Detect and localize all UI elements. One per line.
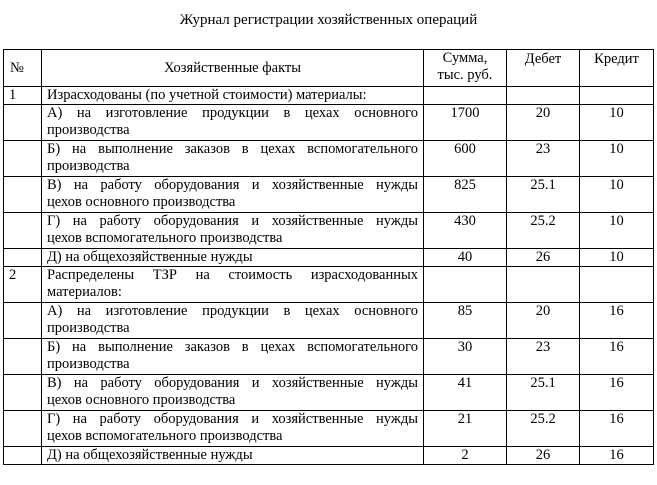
- row-debet: 26: [507, 249, 580, 267]
- row-fact-line1: В) на работу оборудования и хозяйственные нужды: [47, 177, 418, 193]
- row-kredit: 10: [580, 213, 654, 249]
- row-fact: [42, 141, 424, 177]
- row-number: [4, 213, 42, 249]
- row-fact-line2: материалов:: [47, 284, 122, 300]
- row-sum: 40: [424, 249, 507, 267]
- row-number: 1: [4, 87, 42, 105]
- row-sum: [424, 267, 507, 303]
- row-sum: 21: [424, 411, 507, 447]
- row-sum: 41: [424, 375, 507, 411]
- row-kredit: 16: [580, 411, 654, 447]
- row-debet: [507, 267, 580, 303]
- row-debet: 25.2: [507, 411, 580, 447]
- table-row: [4, 339, 654, 375]
- row-fact: [42, 105, 424, 141]
- row-number: 2: [4, 267, 42, 303]
- header-facts: Хозяйственные факты: [42, 50, 424, 87]
- header-debet: Дебет: [507, 50, 580, 87]
- row-fact-line2: цехов основного производства: [47, 392, 236, 408]
- row-kredit: 16: [580, 339, 654, 375]
- operations-journal-table: [3, 49, 654, 465]
- row-number: [4, 177, 42, 213]
- row-fact-line1: Б) на выполнение заказов в цехах вспомогательного: [47, 141, 418, 157]
- row-fact: [42, 249, 424, 267]
- row-number: [4, 375, 42, 411]
- row-number: [4, 411, 42, 447]
- row-kredit: [580, 267, 654, 303]
- row-fact-line1: Б) на выполнение заказов в цехах вспомогательного: [47, 339, 418, 355]
- table-row: [4, 213, 654, 249]
- row-fact-line1: Д) на общехозяйственные нужды: [47, 249, 253, 265]
- table-row: [4, 303, 654, 339]
- row-fact-line1: А) на изготовление продукции в цехах основного: [47, 105, 418, 121]
- row-kredit: 10: [580, 141, 654, 177]
- header-number: №: [4, 50, 42, 87]
- row-debet: 20: [507, 105, 580, 141]
- row-number: [4, 447, 42, 465]
- row-fact: [42, 213, 424, 249]
- row-number: [4, 339, 42, 375]
- row-debet: 25.1: [507, 177, 580, 213]
- row-fact-line1: Г) на работу оборудования и хозяйственные нужды: [47, 411, 418, 427]
- row-fact: [42, 375, 424, 411]
- row-fact-line2: производства: [47, 122, 130, 138]
- row-kredit: 16: [580, 375, 654, 411]
- row-number: [4, 105, 42, 141]
- row-fact-line1: Д) на общехозяйственные нужды: [47, 447, 253, 463]
- row-fact: [42, 87, 424, 105]
- header-sum-line2: тыс. руб.: [437, 67, 493, 83]
- header-kredit: Кредит: [580, 50, 654, 87]
- row-debet: 25.2: [507, 213, 580, 249]
- row-kredit: 10: [580, 105, 654, 141]
- row-kredit: 16: [580, 303, 654, 339]
- header-sum: [424, 50, 507, 87]
- row-fact-line2: цехов вспомогательного производства: [47, 428, 283, 444]
- row-fact: [42, 303, 424, 339]
- row-sum: 85: [424, 303, 507, 339]
- row-sum: 600: [424, 141, 507, 177]
- row-fact: [42, 447, 424, 465]
- row-number: [4, 303, 42, 339]
- row-sum: 825: [424, 177, 507, 213]
- row-kredit: [580, 87, 654, 105]
- row-debet: 23: [507, 339, 580, 375]
- row-fact-line2: производства: [47, 356, 130, 372]
- row-kredit: 10: [580, 177, 654, 213]
- row-fact: [42, 339, 424, 375]
- table-row: [4, 87, 654, 105]
- row-fact: [42, 177, 424, 213]
- row-debet: [507, 87, 580, 105]
- row-fact-line1: Израсходованы (по учетной стоимости) материалы:: [47, 87, 367, 103]
- row-kredit: 10: [580, 249, 654, 267]
- row-sum: 2: [424, 447, 507, 465]
- table-row: [4, 375, 654, 411]
- row-number: [4, 249, 42, 267]
- row-fact-line2: цехов вспомогательного производства: [47, 230, 283, 246]
- row-debet: 20: [507, 303, 580, 339]
- header-sum-line1: Сумма,: [442, 50, 488, 66]
- table-row: [4, 249, 654, 267]
- row-sum: 430: [424, 213, 507, 249]
- document-title: Журнал регистрации хозяйственных операций: [179, 12, 478, 28]
- row-debet: 23: [507, 141, 580, 177]
- table-row: [4, 411, 654, 447]
- row-debet: 25.1: [507, 375, 580, 411]
- row-fact: [42, 267, 424, 303]
- row-debet: 26: [507, 447, 580, 465]
- table-row: [4, 447, 654, 465]
- table-body: [4, 87, 654, 465]
- row-fact-line1: В) на работу оборудования и хозяйственные нужды: [47, 375, 418, 391]
- row-fact-line1: А) на изготовление продукции в цехах основного: [47, 303, 418, 319]
- row-sum: 30: [424, 339, 507, 375]
- table-header-row: [4, 50, 654, 87]
- row-fact-line2: цехов основного производства: [47, 194, 236, 210]
- row-sum: [424, 87, 507, 105]
- row-sum: 1700: [424, 105, 507, 141]
- row-fact-line1: Г) на работу оборудования и хозяйственные нужды: [47, 213, 418, 229]
- table-row: [4, 177, 654, 213]
- row-fact: [42, 411, 424, 447]
- row-number: [4, 141, 42, 177]
- table-row: [4, 105, 654, 141]
- row-fact-line1: Распределены ТЗР на стоимость израсходованных: [47, 267, 418, 283]
- row-fact-line2: производства: [47, 320, 130, 336]
- table-row: [4, 267, 654, 303]
- row-fact-line2: производства: [47, 158, 130, 174]
- row-kredit: 16: [580, 447, 654, 465]
- table-row: [4, 141, 654, 177]
